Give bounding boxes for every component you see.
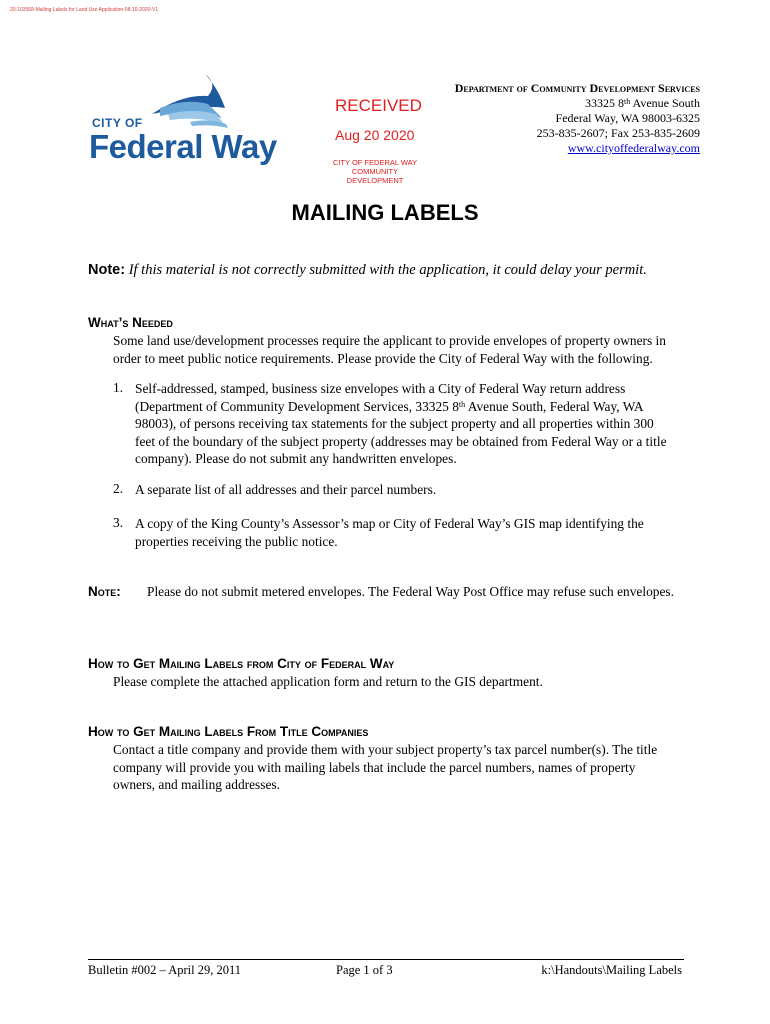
footer-page-number: Page 1 of 3: [336, 963, 393, 977]
whats-needed-intro: Some land use/development processes require the applicant to provide envelopes of property owners in order to meet public notice requirements. Please provide the City of Federal Way with the following.: [113, 333, 666, 366]
received-org-line2: COMMUNITY DEVELOPMENT: [346, 167, 404, 185]
note-text: If this material is not correctly submitted with the application, it could delay your permit.: [128, 262, 647, 278]
list-item-2-number: 2.: [113, 481, 124, 496]
document-stamp: 20-103568-Mailing Labels for Land Use Application-08-10-2020-V1: [10, 7, 159, 13]
received-stamp-org: [325, 158, 425, 185]
city-section-heading: How to Get Mailing Labels from City of Federal Way: [88, 656, 395, 671]
whats-needed-heading: What’s Needed: [88, 315, 173, 330]
department-phone: 253-835-2607; Fax 253-835-2609: [536, 126, 700, 140]
received-stamp-title: RECEIVED: [335, 96, 422, 115]
page-title: MAILING LABELS: [291, 200, 479, 225]
note2-text: Please do not submit metered envelopes. The Federal Way Post Office may refuse such envelopes.: [147, 584, 674, 599]
department-website-link[interactable]: www.cityoffederalway.com: [567, 141, 700, 155]
footer-bulletin: Bulletin #002 – April 29, 2011: [88, 963, 242, 977]
received-org-line1: CITY OF FEDERAL WAY: [332, 158, 418, 167]
department-city: Federal Way, WA 98003-6325: [555, 111, 700, 125]
department-name: Department of Community Development Services: [454, 81, 700, 95]
received-stamp-date: Aug 20 2020: [335, 127, 415, 143]
list-item-1-number: 1.: [113, 380, 124, 395]
note-label: Note:: [88, 262, 126, 278]
list-item-2-text: A separate list of all addresses and their parcel numbers.: [135, 482, 437, 497]
footer-file-path: k:\Handouts\Mailing Labels: [541, 963, 682, 977]
list-item-1-text: Self-addressed, stamped, business size envelopes with a City of Federal Way return address (Department of Community Development Services, 33325 8th Avenue South, Federal Way, WA 98003), of persons receiving tax statements for the subject property and all properties within 300 feet of the boundary of the subject property (addresses may be obtained from Federal Way or a title company). Please do not submit any handwritten envelopes.: [135, 381, 667, 466]
note-line: [88, 262, 647, 279]
note2-label: Note:: [88, 584, 121, 599]
title-companies-text: Contact a title company and provide them with your subject property’s tax parcel number(s). The title company will provide you with mailing labels that include the parcel numbers, names of property owners, and mailing addresses.: [113, 742, 658, 792]
city-section-text: Please complete the attached application form and return to the GIS department.: [113, 674, 543, 689]
department-address-block: [455, 81, 700, 156]
logo-federal-way: Federal Way: [89, 128, 277, 165]
department-street: 33325 8th Avenue South: [584, 96, 700, 110]
footer-divider: [88, 959, 684, 960]
logo-city-of: CITY OF: [92, 116, 143, 130]
title-companies-heading: How to Get Mailing Labels From Title Companies: [88, 724, 369, 739]
list-item-3-number: 3.: [113, 515, 124, 530]
list-item-3-text: A copy of the King County’s Assessor’s map or City of Federal Way’s GIS map identifying the properties receiving the public notice.: [135, 516, 644, 549]
